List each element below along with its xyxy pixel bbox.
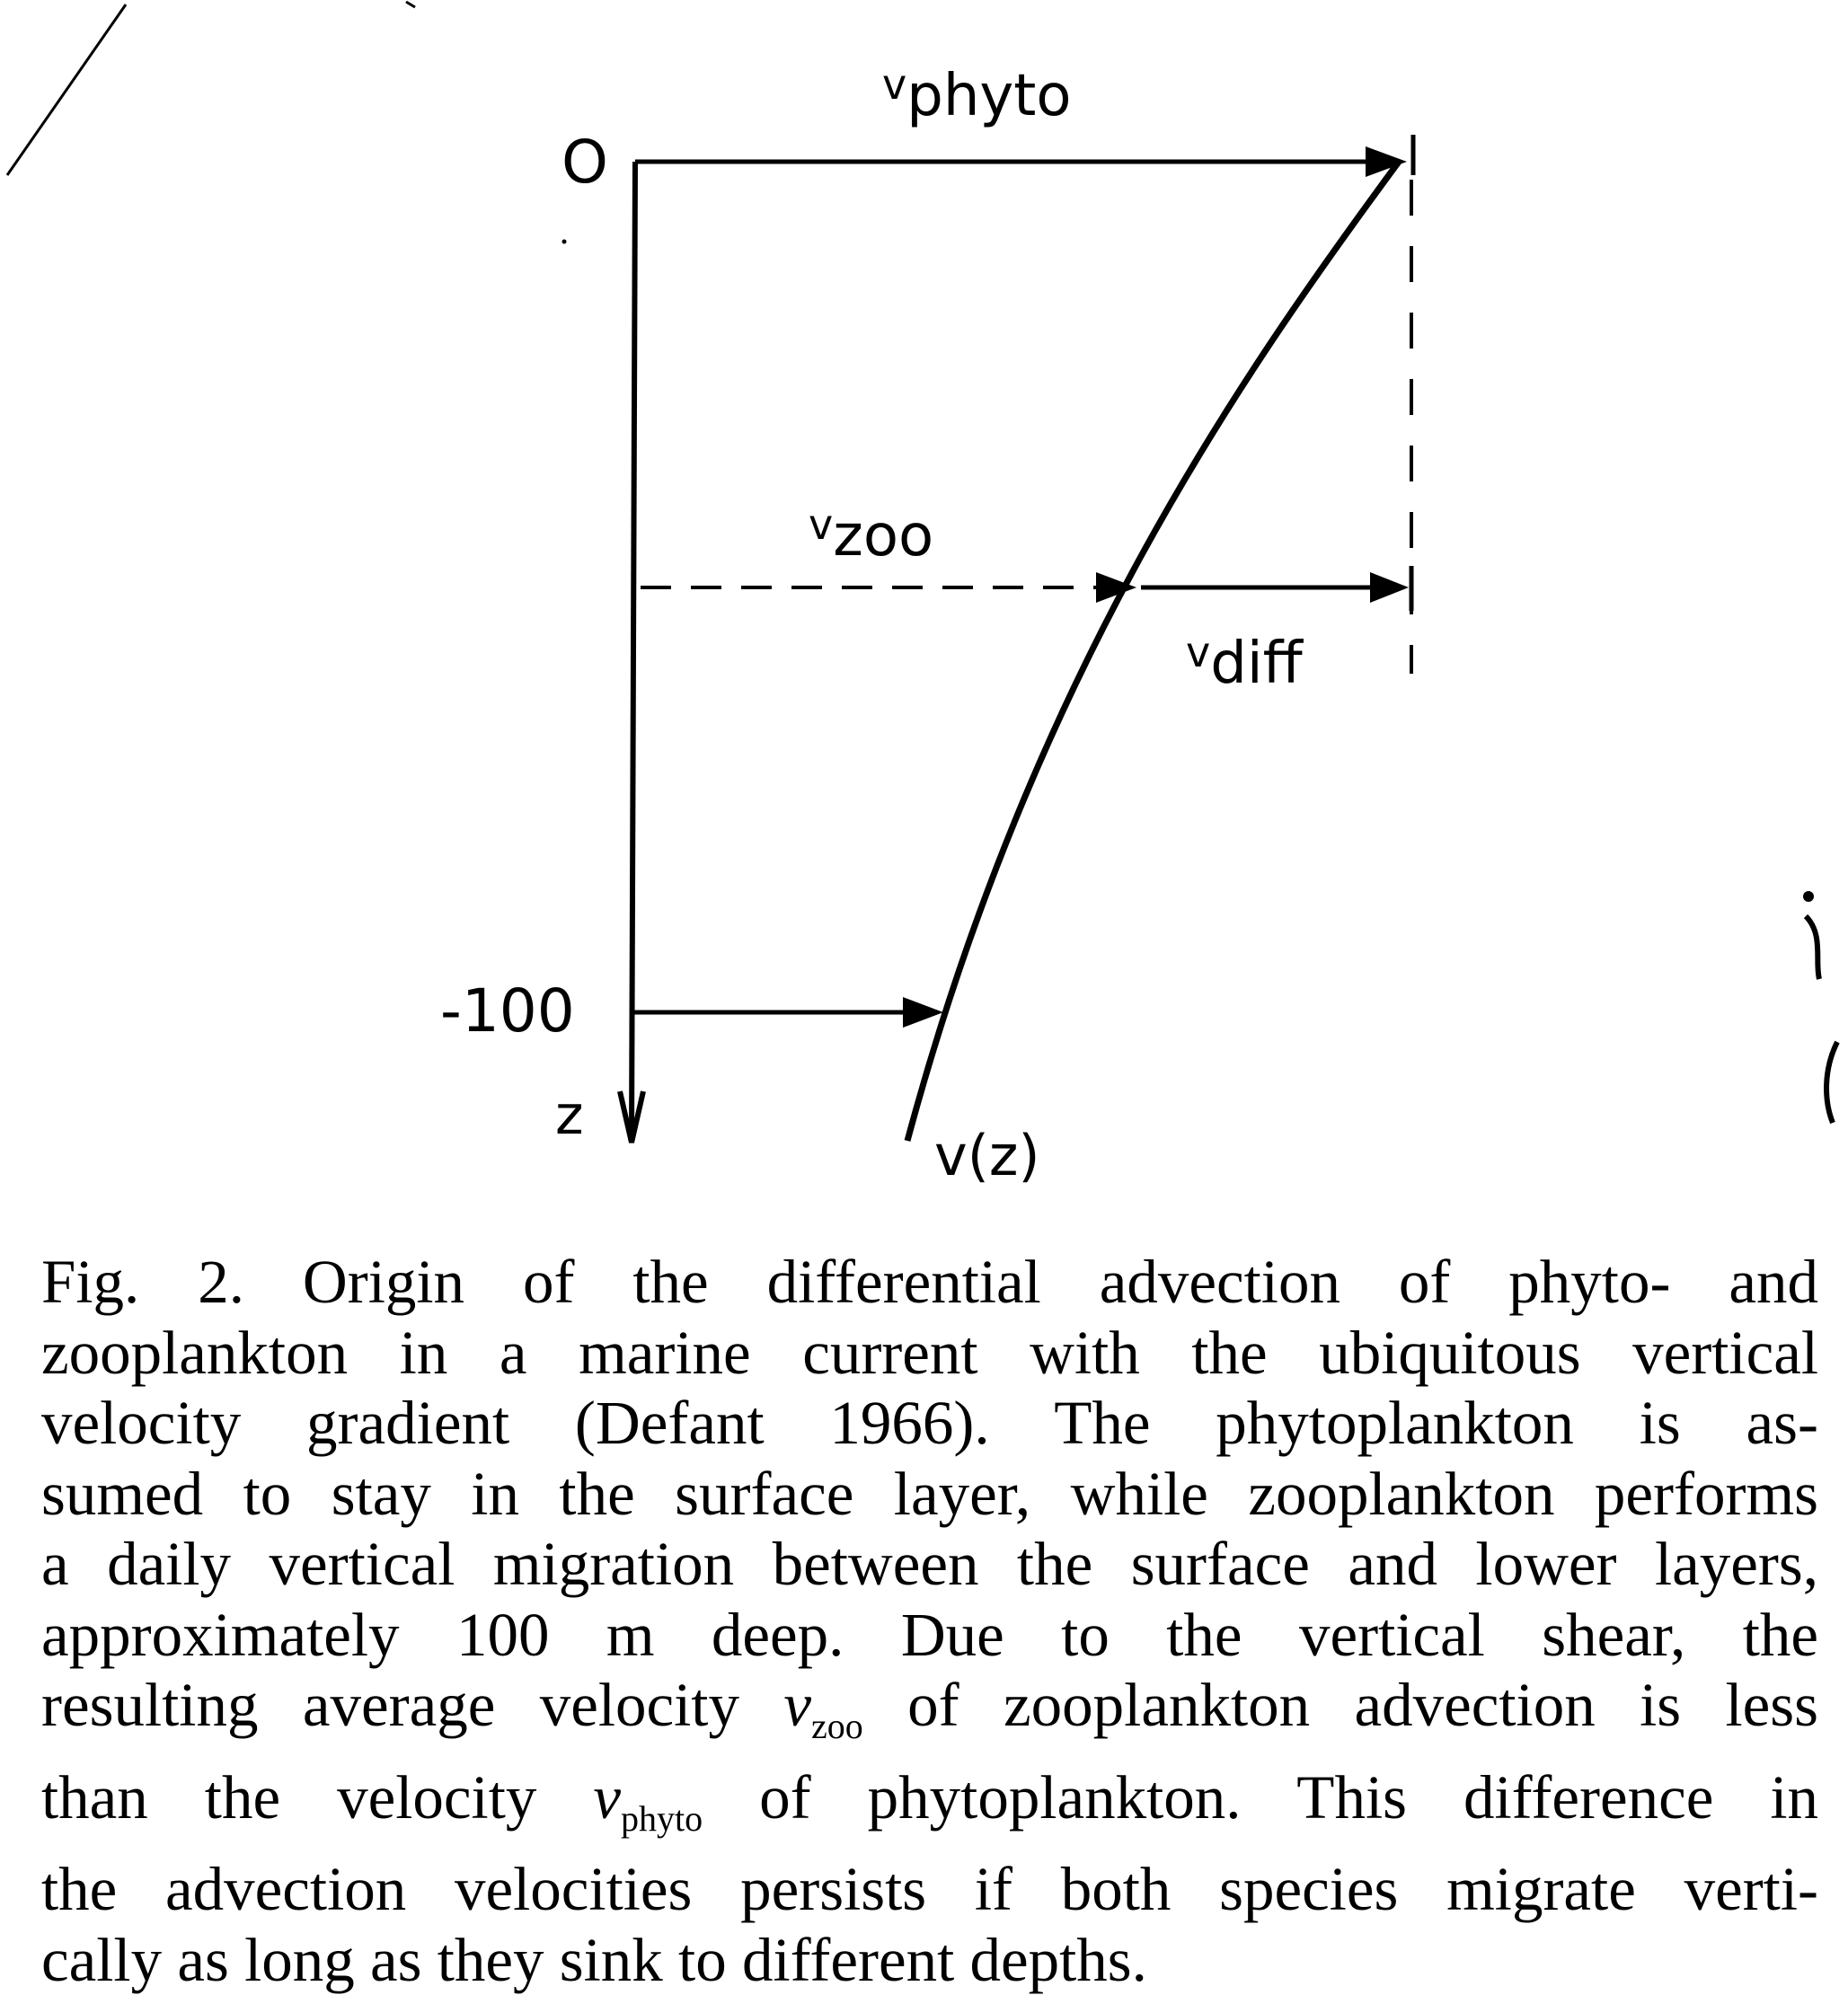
caption-line: [41, 1600, 1818, 1671]
curve-label: v(z): [934, 1123, 1040, 1188]
caption-line-text: zooplankton in a marine current with the ubiquitous vertical: [41, 1319, 1818, 1387]
caption-symbol-sub: phyto: [621, 1798, 703, 1839]
caption-line-text: a daily vertical migration between the surface and lower layers,: [41, 1530, 1818, 1598]
caption-line-text: the advection velocities persists if both species migrate verti-: [41, 1855, 1818, 1923]
v-diff-label: [1186, 628, 1304, 697]
v-diff-arrowhead: [1370, 572, 1409, 603]
caption-line-text: approximately 100 m deep. Due to the vertical shear, the: [41, 1601, 1818, 1669]
v-diff-label-sub: diff: [1210, 631, 1304, 697]
v-phyto-arrowhead: [1366, 146, 1407, 177]
z-axis: [632, 162, 635, 1141]
caption-symbol: [783, 1671, 862, 1739]
v-minus100-arrowhead: [903, 997, 943, 1028]
scan-mark-dot: [562, 240, 567, 244]
v-zoo-label-base: v: [809, 500, 833, 549]
v-zoo-label: [809, 500, 933, 569]
caption-line: [41, 1762, 1818, 1855]
caption-line: [41, 1854, 1818, 1925]
caption-line-text: of phytoplankton. This difference in: [703, 1763, 1818, 1832]
caption-line-text: Fig. 2. Origin of the differential advection of phyto- and: [41, 1248, 1818, 1316]
caption-line-text: velocity gradient (Defant 1966). The phytoplankton is as-: [41, 1389, 1818, 1457]
caption-symbol-var: v: [593, 1763, 621, 1832]
scan-mark-tick: [406, 2, 415, 7]
tick-label-0: O: [561, 128, 608, 197]
z-axis-label: z: [555, 1084, 584, 1147]
caption-line: [41, 1925, 1818, 1995]
figure-caption: [41, 1247, 1818, 1995]
scan-mark-line: [7, 4, 126, 175]
v-phyto-label-base: v: [882, 60, 906, 109]
caption-symbol-sub: zoo: [811, 1706, 863, 1746]
caption-line-text: of zooplankton advection is less: [863, 1671, 1818, 1739]
v-phyto-label: [882, 60, 1072, 129]
caption-line: [41, 1388, 1818, 1459]
caption-line-text: than the velocity: [41, 1763, 593, 1832]
v-phyto-label-sub: phyto: [906, 63, 1071, 129]
caption-line: [41, 1670, 1818, 1762]
caption-symbol-var: v: [783, 1671, 811, 1739]
caption-line-text: resulting average velocity: [41, 1671, 783, 1739]
caption-line-text: cally as long as they sink to different depths.: [41, 1926, 1147, 1994]
caption-symbol: [593, 1763, 703, 1832]
caption-line: [41, 1318, 1818, 1389]
v-diff-label-base: v: [1186, 628, 1210, 676]
caption-line: [41, 1459, 1818, 1530]
v-zoo-label-sub: zoo: [833, 503, 933, 569]
scan-mark-right-dot: [1803, 891, 1814, 902]
caption-line: [41, 1247, 1818, 1318]
tick-label-minus100: -100: [440, 976, 575, 1046]
velocity-profile-curve: [907, 162, 1399, 1141]
caption-line: [41, 1529, 1818, 1600]
scan-mark-right: [1806, 916, 1837, 1123]
caption-line-text: sumed to stay in the surface layer, while zooplankton performs: [41, 1460, 1818, 1528]
